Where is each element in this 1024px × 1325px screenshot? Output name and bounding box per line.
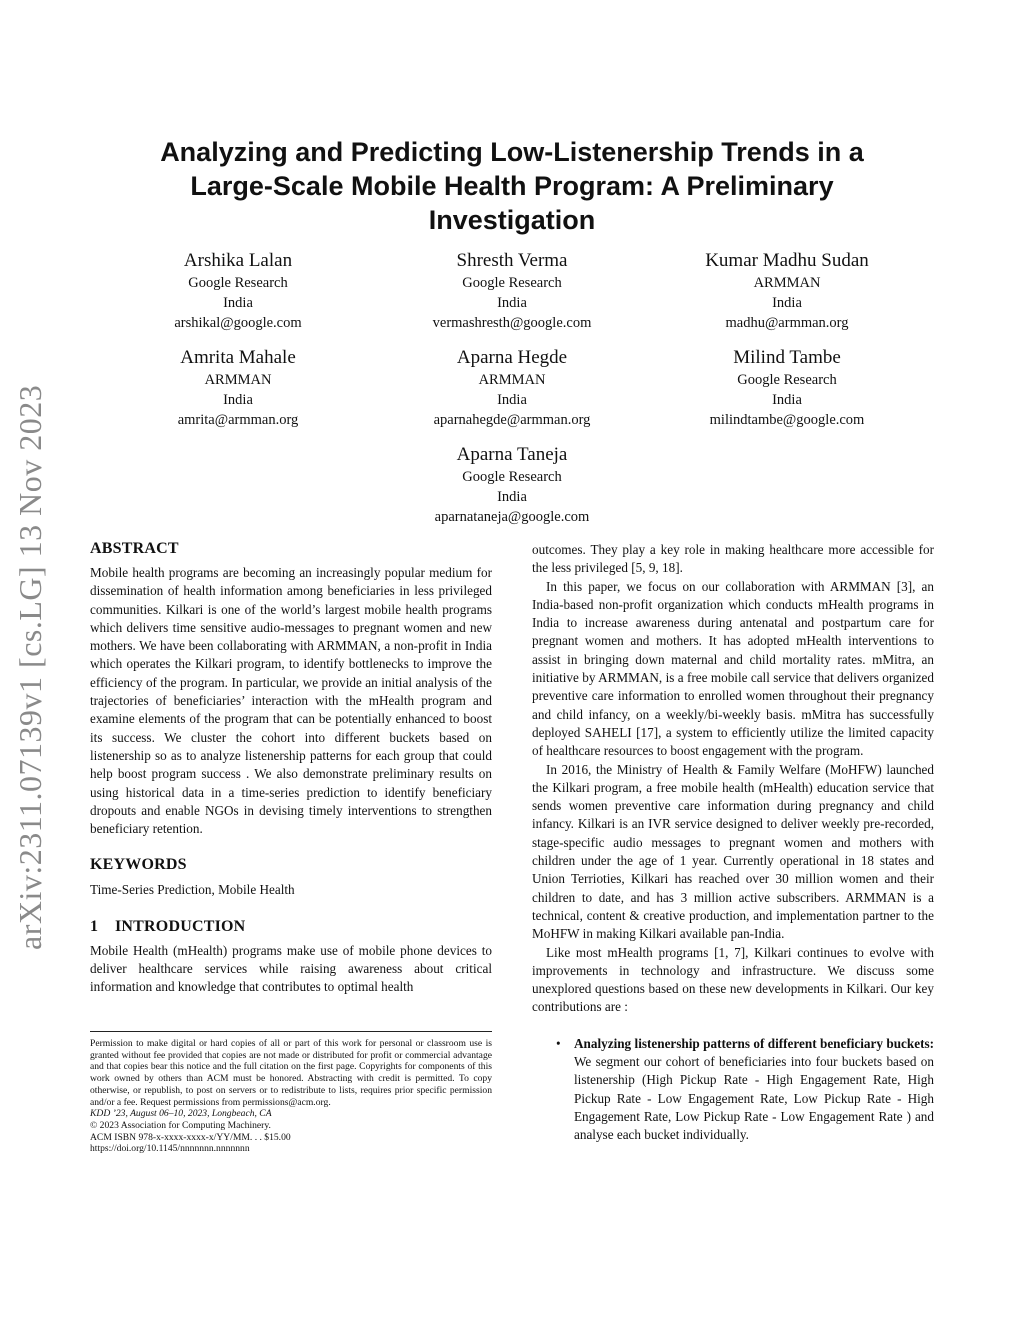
author-block <box>362 443 662 527</box>
bullet-text: We segment our cohort of beneficiaries into four buckets based on listenership (High Pickup Rate - High Engagement Rate, High Pickup Rate - Low Engagement Rate, Low Pickup Rate - High Engagement Rate, Low Pickup Rate - Low Engagement Rate ) and analyse each bucket individually. <box>574 1054 934 1143</box>
isbn-line: ACM ISBN 978-x-xxxx-xxxx-x/YY/MM. . . $15.00 <box>90 1131 291 1143</box>
author-country: India <box>497 295 527 311</box>
intro-paragraph: Mobile Health (mHealth) programs make use of mobile phone devices to deliver healthcare services while raising awareness about critical information and knowledge that contributes to optimal health <box>90 942 492 995</box>
author-email: amrita@armman.org <box>177 412 299 428</box>
abstract-heading: ABSTRACT <box>90 540 179 557</box>
conference-line: KDD ’23, August 06–10, 2023, Longbeach, CA <box>90 1108 272 1120</box>
author-name: Amrita Mahale <box>180 347 296 368</box>
author-email: milindtambe@google.com <box>709 412 865 428</box>
keywords-text: Time-Series Prediction, Mobile Health <box>90 882 295 898</box>
author-affiliation: Google Research <box>462 469 562 485</box>
intro-paragraph: In this paper, we focus on our collaboration with ARMMAN [3], an India-based non-profit organization which conducts mHealth programs in India to increase awareness during antenatal and postpartum care for pregnant women and mothers. It has adopted mHealth interventions to assist in bringing down maternal and child mortality rates. mMitra, an initiative by ARMMAN, is a free mobile call service that delivers organized preventive care information to enrolled women throughout their pregnancy and child infancy, on a weekly/bi-weekly basis. mMitra has successfully deployed SAHELI [17], a system to efficiently utilize the limited capacity of healthcare resources to boost engagement with the program. <box>532 578 934 759</box>
author-block <box>88 346 388 430</box>
permission-text: Permission to make digital or hard copies of all or part of this work for personal or classroom use is granted without fee provided that copies are not made or distributed for profit or commercial advantage and that copies bear this notice and the full citation on the first page. Copyrights for components of this work owned by others than ACM must be honored. Abstracting with credit is permitted. To copy otherwise, or republish, to post on servers or to redistribute to lists, requires prior specific permission and/or a fee. Request permissions from permissions@acm.org. <box>90 1038 492 1108</box>
author-country: India <box>223 295 253 311</box>
author-country: India <box>772 295 802 311</box>
author-email: madhu@armman.org <box>725 315 849 331</box>
author-block <box>362 346 662 430</box>
paper-title <box>120 135 904 237</box>
author-email: vermashresth@google.com <box>432 315 592 331</box>
author-email: aparnataneja@google.com <box>434 509 590 525</box>
bullet-title: Analyzing listenership patterns of different beneficiary buckets: <box>574 1035 934 1051</box>
abstract-text: Mobile health programs are becoming an increasingly popular medium for dissemination of health information among beneficiaries in less privileged communities. Kilkari is one of the world’s largest mobile health programs which delivers time sensitive audio-messages to pregnant women and new mothers. We have been collaborating with ARMMAN, a non-profit in India which operates the Kilkari program, to identify bottlenecks to improve the efficiency of the program. In particular, we provide an initial analysis of the trajectories of beneficiaries’ interaction with the mHealth program and examine elements of the program that can be potentially enhanced to boost its success. We cluster the cohort into different buckets based on listenership so as to analyze listenership patterns for each group that could help boost program success . We also demonstrate preliminary results on using historical data in a time-series prediction to identify beneficiary dropouts and enable NGOs in devising timely interventions to strengthen beneficiary retention. <box>90 565 492 837</box>
doi-line: https://doi.org/10.1145/nnnnnnn.nnnnnnn <box>90 1143 250 1155</box>
author-name: Kumar Madhu Sudan <box>705 250 869 271</box>
left-column <box>90 539 492 997</box>
contribution-bullet <box>532 1035 934 1145</box>
introduction-heading: 1 INTRODUCTION <box>90 917 246 935</box>
arxiv-side-stamp: arXiv:2311.07139v1 [cs.LG] 13 Nov 2023 <box>12 384 48 950</box>
title-line: Investigation <box>428 205 596 235</box>
right-column <box>532 541 934 1145</box>
author-affiliation: Google Research <box>188 275 288 291</box>
author-affiliation: ARMMAN <box>204 372 272 388</box>
author-affiliation: Google Research <box>737 372 837 388</box>
author-name: Milind Tambe <box>733 347 841 368</box>
author-country: India <box>497 392 527 408</box>
author-email: aparnahegde@armman.org <box>433 412 591 428</box>
author-name: Shresth Verma <box>456 250 568 271</box>
bullet-marker: • <box>556 1035 561 1051</box>
author-name: Arshika Lalan <box>183 250 293 271</box>
intro-paragraph: In 2016, the Ministry of Health & Family Welfare (MoHFW) launched the Kilkari program, a free mobile health (mHealth) education service that sends women preventive care information during pregnancy and child infancy. Kilkari is an IVR service designed to deliver weekly pre-recorded, stage-specific audio messages to pregnant women and mothers with children under the age of 1 year. Currently operational in 18 states and Union Terrioties, Kilkari has reached over 30 million women and their children to date, and has 3 million active subscribers. ARMMAN is a technical, content & creative production, and implementation partner to the MoHFW in making Kilkari available pan-India. <box>532 761 934 942</box>
intro-paragraph: Like most mHealth programs [1, 7], Kilkari continues to evolve with improvements in technology and infrastructure. We discuss some unexplored questions based on these new developments in Kilkari. Our key contributions are : <box>532 944 934 1015</box>
author-block <box>637 249 937 333</box>
title-line: Large-Scale Mobile Health Program: A Preliminary <box>190 171 834 201</box>
author-country: India <box>497 489 527 505</box>
intro-paragraph: outcomes. They play a key role in making healthcare more accessible for the less privileged [5, 9, 18]. <box>532 542 934 576</box>
author-country: India <box>223 392 253 408</box>
copyright-line: © 2023 Association for Computing Machinery. <box>90 1119 271 1131</box>
author-name: Aparna Hegde <box>456 347 568 368</box>
author-country: India <box>772 392 802 408</box>
author-affiliation: ARMMAN <box>753 275 821 291</box>
acm-permission-footnote <box>90 1031 492 1155</box>
keywords-heading: KEYWORDS <box>90 856 187 874</box>
author-affiliation: ARMMAN <box>478 372 546 388</box>
author-name: Aparna Taneja <box>456 444 568 465</box>
author-email: arshikal@google.com <box>174 315 302 331</box>
author-block <box>362 249 662 333</box>
title-line: Analyzing and Predicting Low-Listenership Trends in a <box>160 137 864 167</box>
author-block <box>88 249 388 333</box>
author-affiliation: Google Research <box>462 275 562 291</box>
author-block <box>637 346 937 430</box>
